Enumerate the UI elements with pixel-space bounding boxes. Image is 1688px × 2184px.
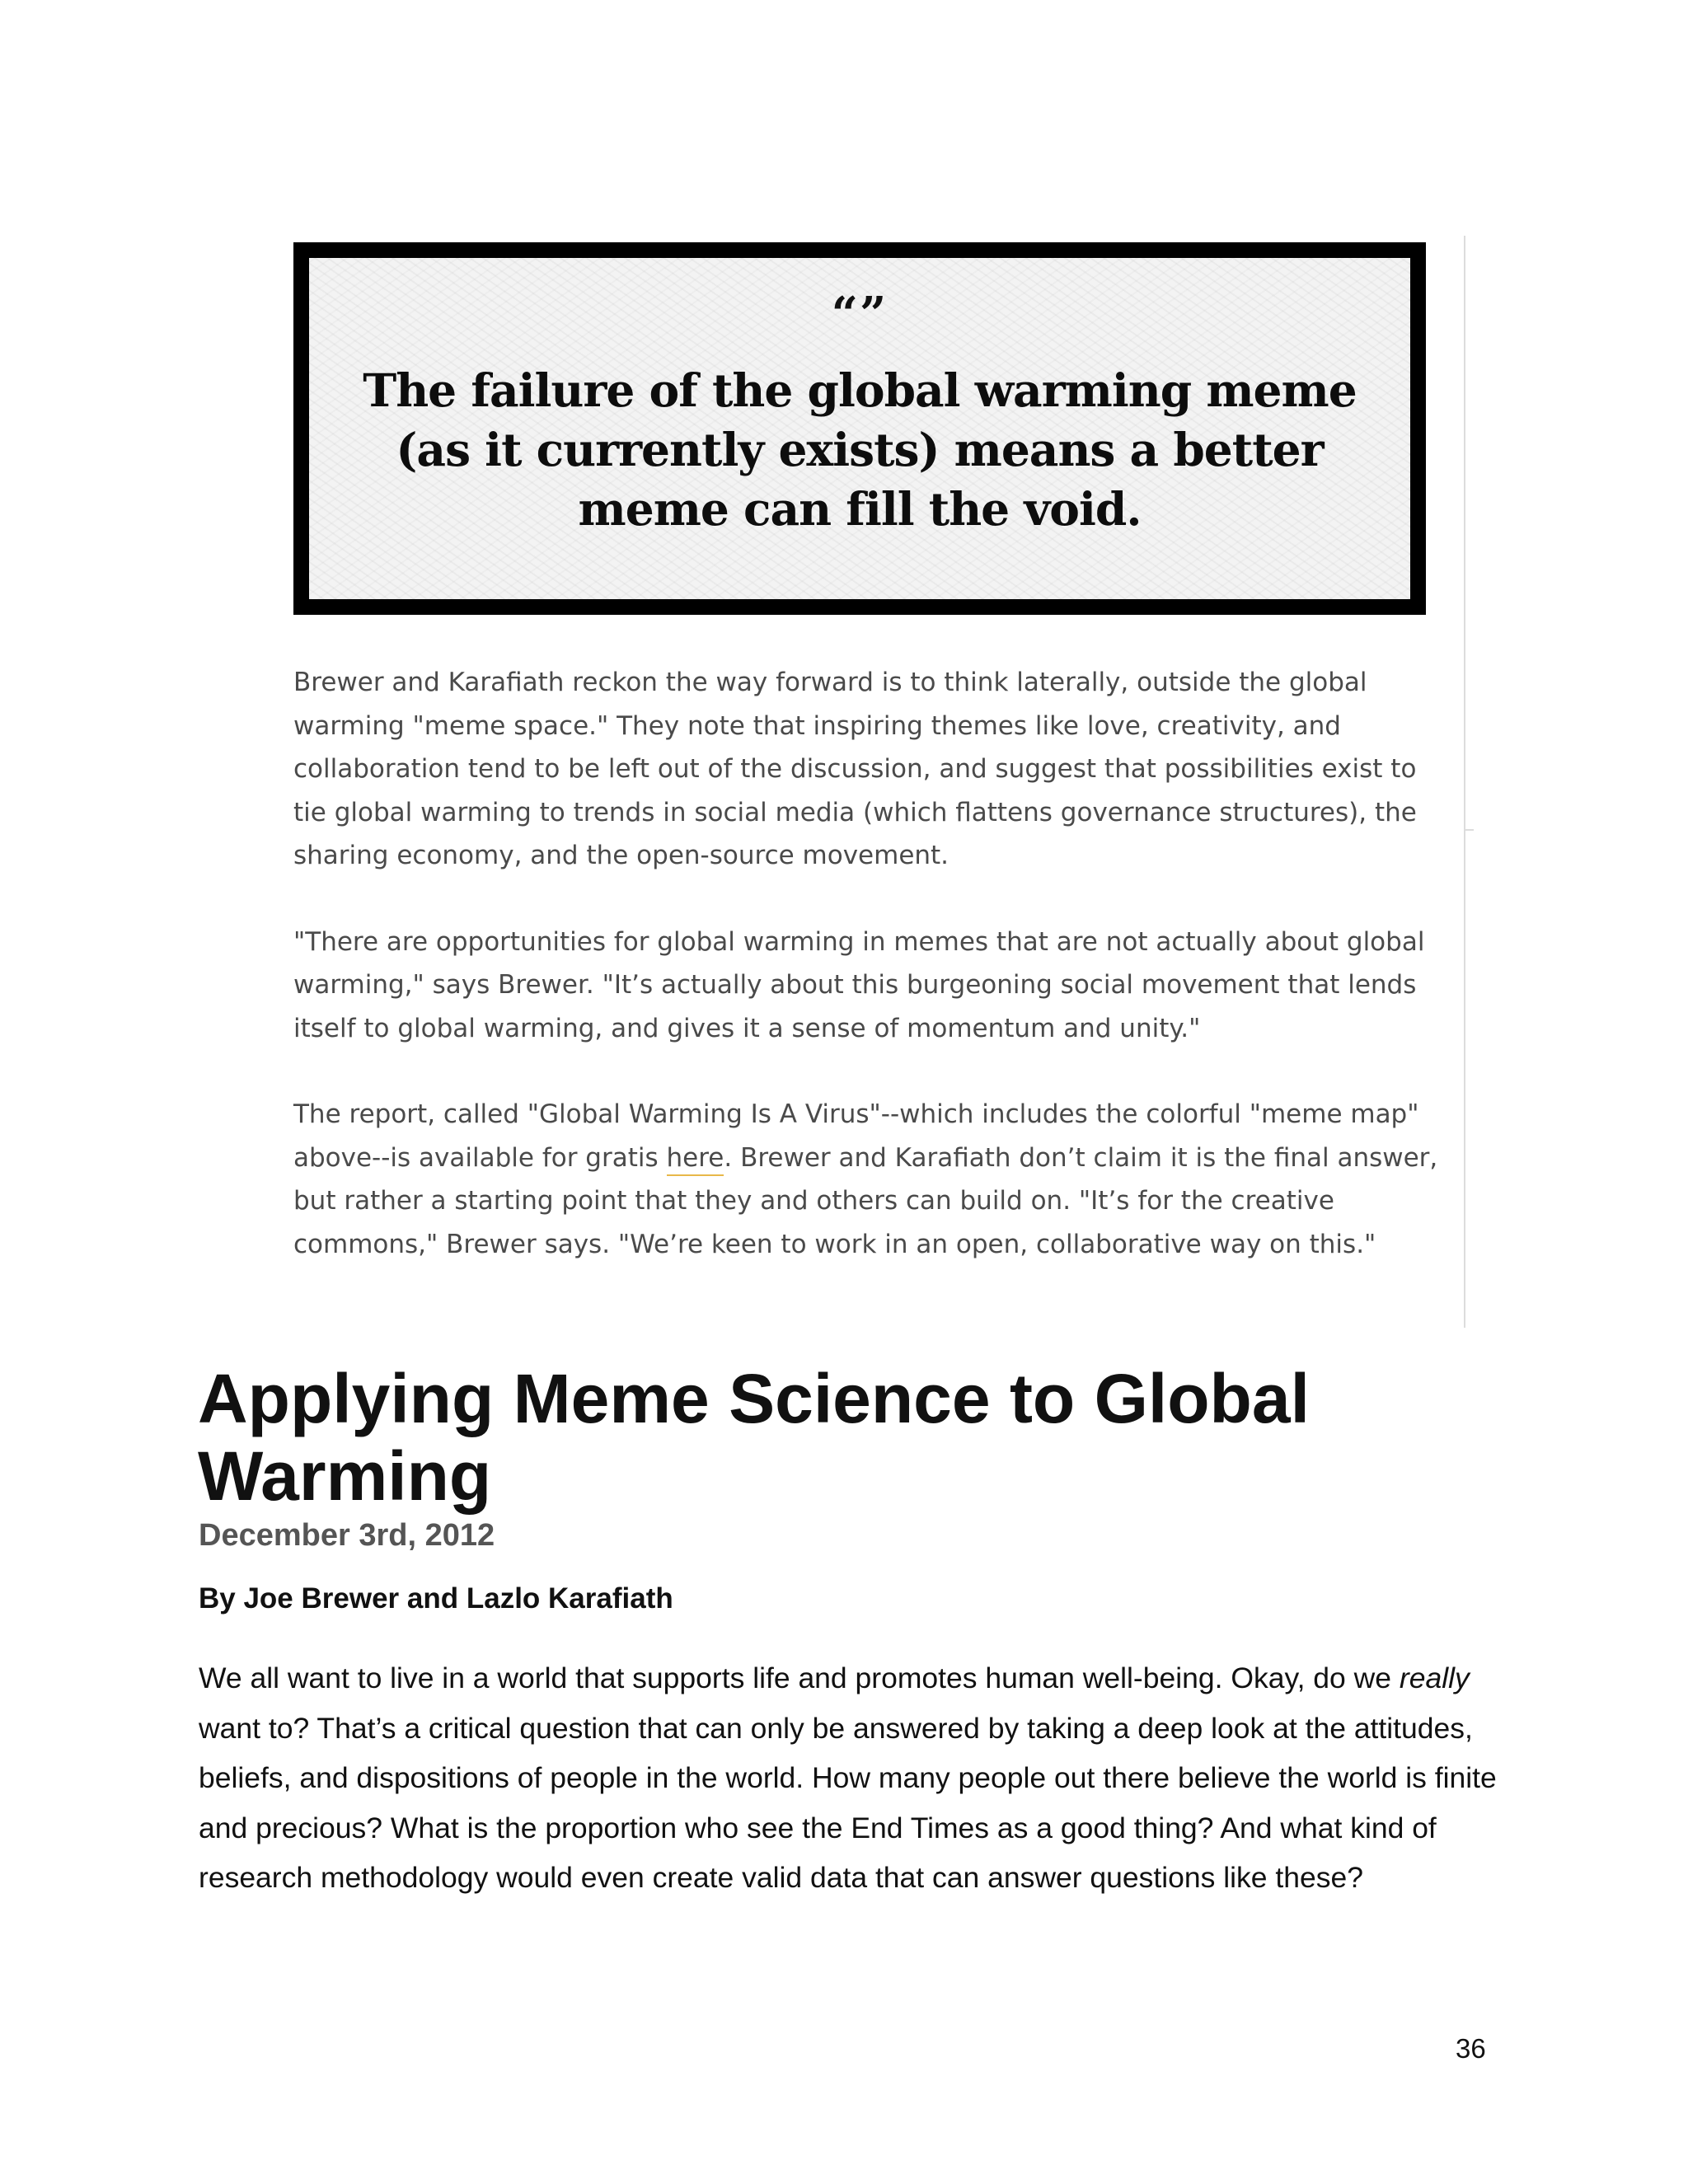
paragraph-3-text-start: The report, called "Global Warming Is A Virus"--which includes the colorful "meme map" above--is available for gratis <box>293 1099 1419 1173</box>
article-body-paragraph <box>199 1653 1517 1903</box>
report-link[interactable]: here <box>667 1143 724 1176</box>
pull-quote-text: The failure of the global warming meme (as it currently exists) means a better meme can fill the void. <box>363 363 1357 536</box>
article-date: December 3rd, 2012 <box>199 1518 495 1553</box>
embedded-paragraph-3 <box>293 1093 1447 1266</box>
embed-border-line <box>1464 236 1465 1328</box>
embedded-article-text <box>293 661 1447 1309</box>
pull-quote-box <box>293 242 1426 615</box>
page-number: 36 <box>1456 2033 1486 2064</box>
body-rest-text: want to? That’s a critical question that can only be answered by taking a deep look at the attitudes, beliefs, and dispositions of people in the world. How many people out there believe the world is finite and precious? What is the proportion who see the End Times as a good thing? And what kind of research methodology would even create valid data that can answer questions like these? <box>199 1711 1497 1894</box>
article-byline: By Joe Brewer and Lazlo Karafiath <box>199 1582 673 1615</box>
body-lead-text: We all want to live in a world that supports life and promotes human well-being. Okay, do we <box>199 1661 1400 1694</box>
body-emphasis-text: really <box>1399 1661 1470 1694</box>
embedded-paragraph-2: "There are opportunities for global warming in memes that are not actually about global warming," says Brewer. "It’s actually about this burgeoning social movement that lends itself to global warming, and gives it a sense of momentum and unity." <box>293 926 1425 1043</box>
embed-border-tick <box>1465 829 1474 831</box>
quote-marks-icon: “” <box>831 287 889 341</box>
paragraph-3-text-end: . Brewer and Karafiath don’t claim it is the final answer, but rather a starting point that they and others can build on. "It’s for the creative commons," Brewer says. "We’re keen to work in an open, collaborative way on this." <box>293 1142 1438 1259</box>
embedded-article-screenshot <box>293 236 1464 1328</box>
embedded-paragraph-1: Brewer and Karafiath reckon the way forward is to think laterally, outside the global warming "meme space." They note that inspiring themes like love, creativity, and collaboration tend to be left out of the discussion, and suggest that possibilities exist to tie global warming to trends in social media (which flattens governance structures), the sharing economy, and the open-source movement. <box>293 668 1417 870</box>
article-title: Applying Meme Science to Global Warming <box>198 1360 1310 1515</box>
